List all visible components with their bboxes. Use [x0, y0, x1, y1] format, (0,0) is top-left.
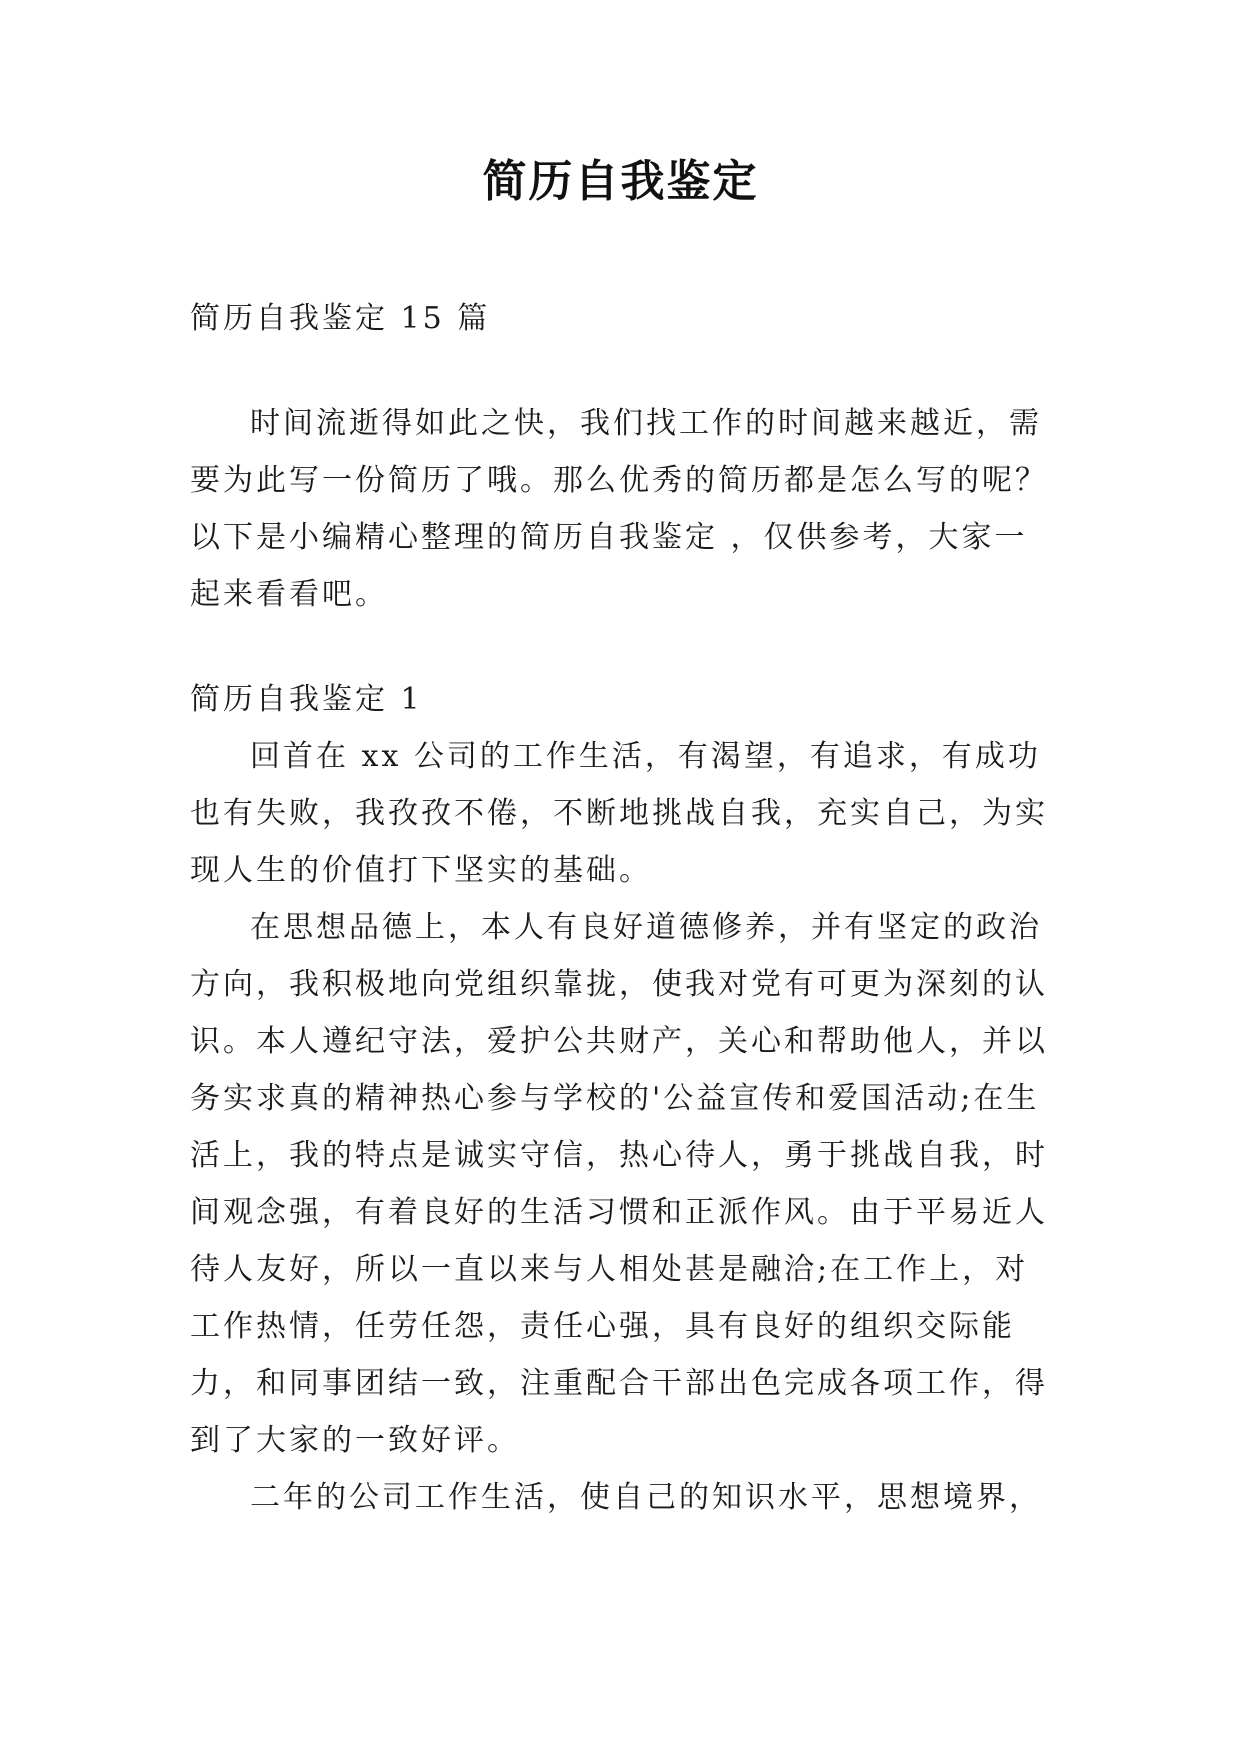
body-paragraph: 在思想品德上，本人有良好道德修养，并有坚定的政治方向，我积极地向党组织靠拢，使我对党有可更为深刻的认识。本人遵纪守法，爱护公共财产，关心和帮助他人，并以务实求真的精神热心参与学校的'公益宣传和爱国活动;在生活上，我的特点是诚实守信，热心待人，勇于挑战自我，时间观念强，有着良好的生活习惯和正派作风。由于平易近人待人友好，所以一直以来与人相处甚是融洽;在工作上，对工作热情，任劳任怨，责任心强，具有良好的组织交际能力，和同事团结一致，注重配合干部出色完成各项工作，得到了大家的一致好评。 [190, 910, 1048, 1458]
document-subtitle: 简历自我鉴定 15 篇 [190, 301, 491, 336]
document-body [190, 290, 1060, 1526]
body-paragraph: 回首在 xx 公司的工作生活，有渴望，有追求，有成功也有失败，我孜孜不倦，不断地挑战自我，充实自己，为实现人生的价值打下坚实的基础。 [190, 739, 1048, 888]
body-paragraph: 二年的公司工作生活，使自己的知识水平，思想境界， [250, 1480, 1042, 1515]
spacer [190, 347, 1060, 395]
spacer [190, 623, 1060, 671]
section-heading: 简历自我鉴定 1 [190, 682, 423, 717]
document-title: 简历自我鉴定 [482, 156, 759, 207]
intro-paragraph: 时间流逝得如此之快，我们找工作的时间越来越近，需要为此写一份简历了哦。那么优秀的简历都是怎么写的呢？以下是小编精心整理的简历自我鉴定 ，仅供参考，大家一起来看看吧。 [190, 406, 1048, 612]
